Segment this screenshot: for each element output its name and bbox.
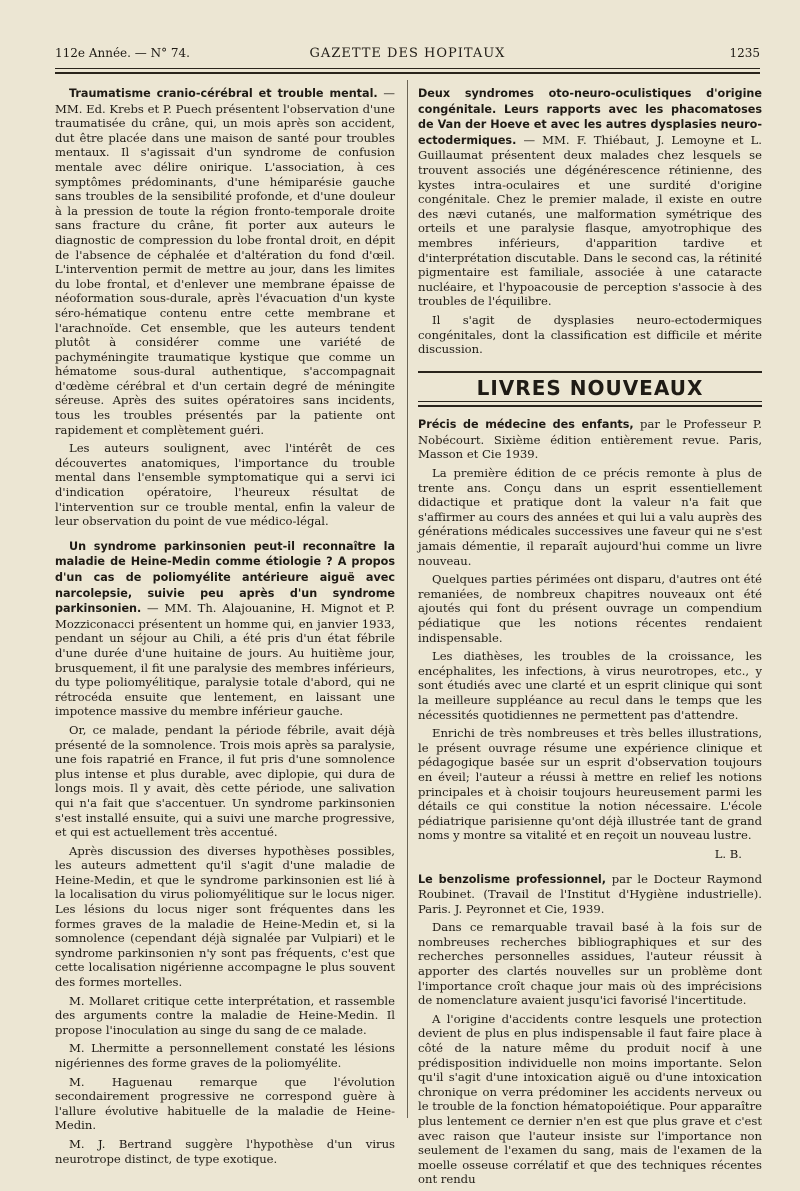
- header-rule-thick: [55, 72, 760, 74]
- review-signature: L. B.: [714, 846, 742, 861]
- article-text: — MM. Ed. Krebs et P. Puech présentent l'observation d'une traumatisée du crâne, qui, un mois après son accident, dut être placée dans une maison de santé pour troubles mentaux. Il s'agissait d'un syndrome de confusion mentale avec délire onirique. L'association, à ces symptômes prédominants, d'une hémiparésie gauche sans troubles de la sensibilité profonde, et d'une douleur à la pression de toute la région fronto-temporale droite sans fracture du crâne, fit porter aux auteurs le diagnostic de compression du lobe frontal droit, en dépit de l'absence de céphalée et d'altération du fond d'œil. L'intervention permit de mettre au jour, dans les limites du lobe frontal, et d'enlever une membrane épaisse de néoformation sous-durale, après l'évacuation d'un kyste séro-hématique contenu entre cette membrane et l'arachnoïde. Cet ensemble, que les auteurs tendent plutôt à considérer comme une variété de pachyméningite traumatique kystique que comme un hématome sous-dural authentique, s'accompagnait d'œdème cérébral et d'un certain degré de méningite séreuse. Après des suites opératoires sans incidents, tous les troubles présentés par la patiente ont rapidement et complètement guéri.: [55, 86, 395, 437]
- article-title: Un syndrome parkinsonien peut-il reconnaître la maladie de Heine-Medin comme étiologie ? A propos d'un cas de poliomyélite antérieure aiguë avec narcolepsie, suivie peu après d'un syndrome parkinsonien.: [55, 539, 395, 616]
- paragraph: A l'origine d'accidents contre lesquels une protection devient de plus en plus indispensable il faut faire place à côté de la nature même du produit nocif à une prédisposition individuelle non moins importante. Selon qu'il s'agit d'une intoxication aiguë ou d'une intoxication chronique on verra prédominer les accidents nerveux ou le trouble de la fonction hématopoiétique. Pour apparaître plus lentement ce dernier n'en est que plus grave et c'est avec raison que l'auteur insiste sur l'importance non seulement de l'examen du sang, mais de l'examen de la moelle osseuse corrélatif et que des techniques récentes ont rendu: [418, 1011, 762, 1187]
- right-column: [418, 86, 762, 1191]
- paragraph: Les auteurs soulignent, avec l'intérêt de ces découvertes anatomiques, l'importance du trouble mental dans l'ensemble symptomatique qui a servi ici d'indication opératoire, l'heureux résultat de l'intervention sur ce trouble mental, enfin la valeur de leur observation du point de vue médico-légal.: [55, 441, 395, 529]
- left-column: [55, 86, 395, 1170]
- paragraph: M. Lhermitte a personnellement constaté les lésions nigériennes des forme graves de la poliomyélite.: [55, 1041, 395, 1070]
- page-number: 1235: [729, 46, 760, 60]
- paragraph: Après discussion des diverses hypothèses possibles, les auteurs admettent qu'il s'agit d'une maladie de Heine-Medin, et que le syndrome parkinsonien est lié à la localisation du virus poliomyélitique sur le locus niger. Les lésions du locus niger sont fréquentes dans les formes graves de la maladie de Heine-Medin et, si la somnolence (cependant déjà signalée par Vulpiari) et le syndrome parkinsonien n'y sont pas fréquents, c'est que cette localisation nigérienne accompagne le plus souvent des formes mortelles.: [55, 843, 395, 990]
- paragraph: M. J. Bertrand suggère l'hypothèse d'un virus neurotrope distinct, de type exotique.: [55, 1136, 395, 1166]
- article-title: Deux syndromes oto-neuro-oculistiques d'origine congénitale. Leurs rapports avec les phacomatoses de Van der Hoeve et avec les autres dysplasies neuro-ectodermiques.: [418, 87, 762, 147]
- article-text: — MM. F. Thiébaut, J. Lemoyne et L. Guillaumat présentent deux malades chez lesquels se trouvent associés une dégénérescence rétinienne, des kystes intra-oculaires et une surdité d'origine congénitale. Chez le premier malade, il existe en outre des nævi cutanés, une malformation symétrique des orteils et une paralysie flasque, amyotrophique des membres inférieurs, d'apparition tardive et d'interprétation discutable. Dans le second cas, la rétinité pigmentaire est familiale, associée à une cataracte nucléaire, et l'hypoacousie de perception s'associe à des troubles de l'équilibre.: [418, 132, 762, 309]
- review-precis: [418, 417, 762, 462]
- article-parkinsonien: [55, 539, 395, 719]
- paragraph: Dans ce remarquable travail basé à la fois sur de nombreuses recherches bibliographiques et sur des recherches personnelles assidues, l'auteur réussit à apporter des clartés nouvelles sur un problème dont l'importance croît chaque jour mais où des imprécisions de nomenclature avaient jusqu'ici favorisé l'incertitude.: [418, 920, 762, 1008]
- paragraph: La première édition de ce précis remonte à plus de trente ans. Conçu dans un esprit essentiellement didactique et pratique dont la valeur n'a fait que s'affirmer au cours des années et qui lui a valu auprès des générations médicales successives une faveur qui ne s'est jamais démentie, il reparaît aujourd'hui comme un livre nouveau.: [418, 466, 762, 568]
- book-info: par le Professeur P. Nobécourt. Sixième édition entièrement revue. Paris, Masson et Cie 1939.: [418, 417, 762, 462]
- column-divider: [407, 80, 408, 1118]
- article-text: — MM. Th. Alajouanine, H. Mignot et P. Mozziconacci présentent un homme qui, en janvier 1933, pendant un séjour au Chili, a été pris d'un état fébrile d'une durée d'une huitaine de jours. Au huitième jour, brusquement, il fit une paralysie des membres inférieurs, du type poliomyélitique, paralysie totale d'abord, qui ne rétrocéda ensuite que lentement, en laissant une impotence massive du membre inférieur gauche.: [55, 601, 395, 719]
- issue-number: 112e Année. — N° 74.: [55, 46, 190, 60]
- book-info: par le Docteur Raymond Roubinet. (Travail de l'Institut d'Hygiène industrielle). Paris. J. Peyronnet et Cie, 1939.: [418, 871, 762, 916]
- article-traumatisme: [55, 86, 395, 437]
- paragraph: Il s'agit de dysplasies neuro-ectodermiques congénitales, dont la classification est difficile et mérite discussion.: [418, 312, 762, 357]
- paragraph: M. Mollaret critique cette interprétation, et rassemble des arguments contre la maladie de Heine-Medin. Il propose l'inoculation au singe du sang de ce malade.: [55, 993, 395, 1037]
- header-rule: [55, 68, 760, 69]
- book-title: Le benzolisme professionnel,: [418, 872, 607, 886]
- running-header: [55, 46, 760, 68]
- article-title: Traumatisme cranio-cérébral et trouble mental.: [69, 87, 378, 100]
- section-rule: [418, 405, 762, 407]
- section-title: LIVRES NOUVEAUX: [476, 375, 704, 400]
- paragraph: Quelques parties périmées ont disparu, d'autres ont été remaniées, de nombreux chapitres nouveaux ont été ajoutés qui font du présent ouvrage un compendium pédiatique que les notions récentes rendaient indispensable.: [418, 572, 762, 645]
- paragraph: Enrichi de très nombreuses et très belles illustrations, le présent ouvrage résume une expérience clinique et pédagogique basée sur un esprit d'observation toujours en éveil; l'auteur a réussi à mettre en relief les notions principales et à choisir toujours heureusement parmi les détails ce qui constitue la notion nécessaire. L'école pédiatrique parisienne qu'ont déjà illustrée tant de grand noms y montre sa vitalité et en reçoit un nouveau lustre.: [418, 726, 762, 843]
- journal-title: GAZETTE DES HOPITAUX: [309, 46, 506, 61]
- book-title: Précis de médecine des enfants,: [418, 418, 634, 432]
- section-rule: [418, 401, 762, 402]
- paragraph: Les diathèses, les troubles de la croissance, les encéphalites, les infections, à virus neurotropes, etc., y sont étudiés avec une clarté et un esprit clinique qui sont la meilleure suppléance au recul dans le temps que les nécessités quotidiennes ne permettent pas d'attendre.: [418, 649, 762, 722]
- review-benzolisme: [418, 872, 762, 917]
- article-oto-neuro: [418, 86, 762, 309]
- paragraph: M. Haguenau remarque que l'évolution secondairement progressive ne correspond guère à l'allure évolutive habituelle de la maladie de Heine-Medin.: [55, 1074, 395, 1133]
- livres-section-header: [418, 371, 762, 408]
- paragraph: Or, ce malade, pendant la période fébrile, avait déjà présenté de la somnolence. Trois mois après sa paralysie, une fois rapatrié en France, il fut pris d'une somnolence plus intense et plus durable, avec diplopie, qui dura de longs mois. Il y avait, dès cette période, une salivation qui n'a fait que s'accentuer. Un syndrome parkinsonien s'est installé ensuite, qui a suivi une marche progressive, et qui est actuellement très accentué.: [55, 722, 395, 840]
